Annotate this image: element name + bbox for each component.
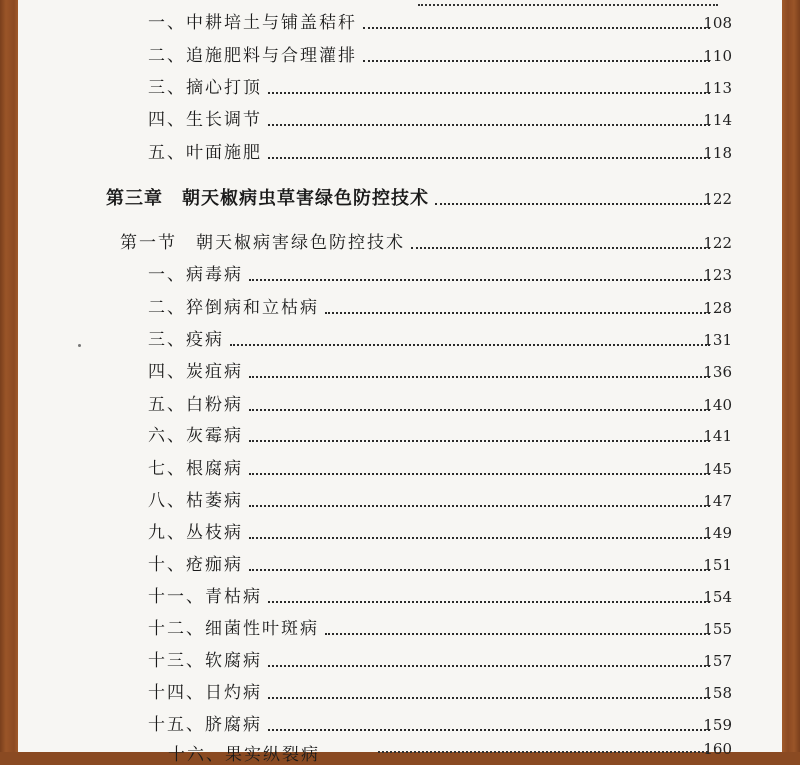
toc-entry	[18, 486, 782, 516]
dot-leader	[249, 473, 710, 475]
page-number: 108	[703, 14, 732, 32]
dot-leader	[249, 440, 710, 442]
dot-leader	[435, 203, 710, 205]
dot-leader	[268, 124, 710, 126]
toc-entry	[18, 260, 782, 290]
toc-entry-label: 二、猝倒病和立枯病	[148, 293, 323, 323]
toc-entry-label: 十二、细菌性叶斑病	[148, 614, 323, 644]
dot-leader	[230, 344, 710, 346]
toc-entry-label: 十四、日灼病	[148, 678, 266, 708]
paper-speck	[78, 344, 81, 347]
page-number: 160	[703, 740, 732, 758]
page-number: 113	[703, 79, 732, 97]
page-number: 154	[703, 588, 732, 606]
table-of-contents-page	[18, 0, 782, 765]
toc-entry-label: 四、炭疽病	[148, 357, 247, 387]
toc-entry-label: 九、丛枝病	[148, 518, 247, 548]
toc-entry-label: 五、叶面施肥	[148, 138, 266, 168]
toc-entry-label: 三、疫病	[148, 325, 228, 355]
page-number: 141	[703, 427, 732, 445]
dot-leader	[268, 157, 710, 159]
toc-entry	[18, 614, 782, 644]
dot-leader	[268, 92, 710, 94]
toc-entry	[18, 105, 782, 135]
page-number: 145	[703, 460, 732, 478]
toc-entry-label: 第三章 朝天椒病虫草害绿色防控技术	[106, 184, 433, 214]
page-number: 114	[703, 111, 732, 129]
toc-entry-label: 第一节 朝天椒病害绿色防控技术	[120, 228, 409, 258]
toc-entry	[18, 518, 782, 548]
toc-entry	[18, 421, 782, 451]
toc-entry	[18, 138, 782, 168]
page-number: 155	[703, 620, 732, 638]
toc-entry	[18, 325, 782, 355]
toc-entry	[18, 357, 782, 387]
page-number: 147	[703, 492, 732, 510]
toc-chapter	[18, 184, 782, 214]
toc-entry-label: 一、病毒病	[148, 260, 247, 290]
toc-entry	[18, 710, 782, 740]
page-number: 140	[703, 396, 732, 414]
page-number: 159	[703, 716, 732, 734]
toc-entry-label: 十一、青枯病	[148, 582, 266, 612]
toc-entry-label: 六、灰霉病	[148, 421, 247, 451]
toc-entry	[18, 293, 782, 323]
toc-entry-label: 三、摘心打顶	[148, 73, 266, 103]
page-number: 151	[703, 556, 732, 574]
page-number: 123	[703, 266, 732, 284]
dot-leader	[268, 665, 710, 667]
page-number: 136	[703, 363, 732, 381]
toc-entry-label: 四、生长调节	[148, 105, 266, 135]
dot-leader	[268, 697, 710, 699]
page-number: 158	[703, 684, 732, 702]
toc-entry-partial: 十六、果实纵裂病	[168, 745, 320, 765]
page-number: 118	[703, 144, 732, 162]
toc-entry	[18, 73, 782, 103]
toc-section	[18, 228, 782, 258]
toc-entry	[18, 550, 782, 580]
dot-leader	[268, 601, 710, 603]
toc-entry-label: 八、枯萎病	[148, 486, 247, 516]
dot-leader	[325, 633, 710, 635]
toc-entry	[18, 582, 782, 612]
dot-leader	[363, 60, 710, 62]
dot-leader	[249, 569, 710, 571]
page-number: 110	[703, 47, 732, 65]
toc-entry-label: 十、疮痂病	[148, 550, 247, 580]
toc-entry-label: 七、根腐病	[148, 454, 247, 484]
dot-leader	[325, 312, 710, 314]
dot-leader	[249, 409, 710, 411]
toc-entry-label: 二、追施肥料与合理灌排	[148, 41, 361, 71]
toc-entry	[18, 454, 782, 484]
toc-entry	[18, 8, 782, 38]
dot-leader	[418, 4, 718, 6]
page-number: 149	[703, 524, 732, 542]
toc-entry	[18, 646, 782, 676]
page-number: 131	[703, 331, 732, 349]
dot-leader	[249, 279, 710, 281]
toc-entry-label: 十五、脐腐病	[148, 710, 266, 740]
toc-entry	[18, 678, 782, 708]
toc-entry-label: 十三、软腐病	[148, 646, 266, 676]
toc-entry	[18, 390, 782, 420]
page-number: 128	[703, 299, 732, 317]
page-number: 122	[703, 190, 732, 208]
dot-leader	[378, 751, 708, 753]
toc-entry-label: 一、中耕培土与铺盖秸秆	[148, 8, 361, 38]
toc-entry	[18, 41, 782, 71]
toc-entry-label: 五、白粉病	[148, 390, 247, 420]
page-number: 157	[703, 652, 732, 670]
dot-leader	[249, 537, 710, 539]
dot-leader	[249, 505, 710, 507]
dot-leader	[411, 247, 710, 249]
dot-leader	[249, 376, 710, 378]
dot-leader	[363, 27, 710, 29]
dot-leader	[268, 729, 710, 731]
page-number: 122	[703, 234, 732, 252]
wooden-frame-right	[782, 0, 800, 752]
